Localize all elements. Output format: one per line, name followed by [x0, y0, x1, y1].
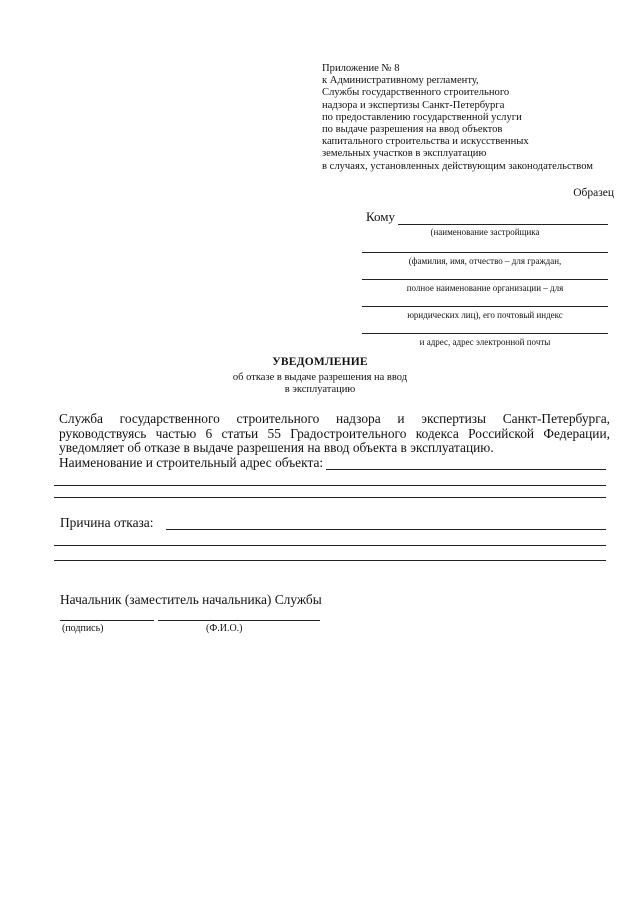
signature-line[interactable]	[60, 620, 154, 621]
annex-line: по выдаче разрешения на ввод объектов	[322, 124, 503, 136]
name-caption: (Ф.И.О.)	[206, 623, 243, 634]
annex-header	[322, 63, 593, 173]
annex-line: Приложение № 8	[322, 63, 400, 74]
recipient-line[interactable]	[362, 333, 608, 334]
annex-line: земельных участков в эксплуатацию	[322, 148, 487, 160]
signature-position: Начальник (заместитель начальника) Службы	[60, 592, 322, 607]
reason-line[interactable]	[166, 529, 606, 530]
notice-subtitle: в эксплуатацию	[284, 384, 356, 395]
recipient-line[interactable]	[362, 252, 608, 253]
recipient-caption: юридических лиц), его почтовый индекс	[407, 310, 563, 320]
reason-line[interactable]	[54, 545, 606, 546]
recipient-caption: и адрес, адрес электронной почты	[419, 337, 551, 347]
reason-line[interactable]	[54, 560, 606, 561]
komu-label: Кому	[366, 209, 396, 224]
signature-caption: (подпись)	[62, 623, 104, 634]
recipient-name-line[interactable]	[398, 224, 608, 225]
notice-title: УВЕДОМЛЕНИЕ	[272, 356, 368, 368]
recipient-caption: (фамилия, имя, отчество – для граждан,	[408, 256, 562, 266]
object-label: Наименование и строительный адрес объекта:	[59, 455, 324, 470]
recipient-caption: (наименование застройщика	[430, 227, 540, 237]
recipient-line[interactable]	[362, 306, 608, 307]
annex-line: капитального строительства и искусственных	[322, 136, 529, 148]
object-line[interactable]	[54, 497, 606, 498]
reason-label: Причина отказа:	[60, 515, 154, 530]
object-line[interactable]	[326, 469, 606, 470]
notice-body: Служба государственного строительного надзора и экспертизы Санкт-Петербурга, руководствуясь частью 6 статьи 55 Градостроительного кодекса Российской Федерации, уведомляет об отказе в выдаче разрешения на ввод объекта в эксплуатацию.	[59, 411, 610, 455]
annex-line: в случаях, установленных действующим законодательством	[322, 160, 594, 172]
annex-line: к Административному регламенту,	[322, 75, 479, 87]
annex-line: Службы государственного строительного	[322, 87, 510, 99]
recipient-line[interactable]	[362, 279, 608, 280]
annex-line: надзора и экспертизы Санкт-Петербурга	[322, 99, 505, 111]
notice-subtitle: об отказе в выдаче разрешения на ввод	[232, 372, 408, 383]
object-line[interactable]	[54, 485, 606, 486]
recipient-caption: полное наименование организации – для	[406, 283, 564, 293]
name-line[interactable]	[158, 620, 320, 621]
annex-line: по предоставлению государственной услуги	[322, 111, 522, 123]
sample-label: Образец	[573, 187, 614, 199]
